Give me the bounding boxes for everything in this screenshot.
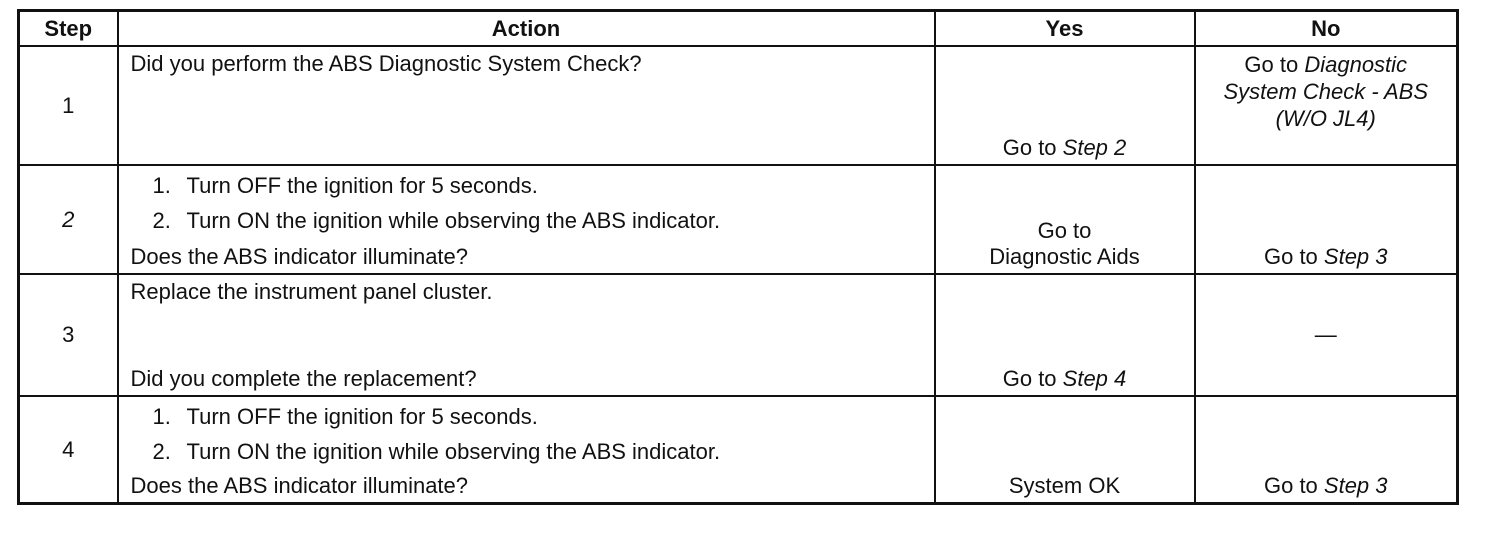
action-question: Does the ABS indicator illuminate?: [130, 473, 469, 498]
table-row: [19, 274, 1458, 396]
action-cell: [118, 396, 935, 504]
action-cell: [118, 274, 935, 396]
table-row: [19, 46, 1458, 165]
step-number: 4: [19, 396, 118, 504]
list-item: 1. Turn OFF the ignition for 5 seconds.: [152, 173, 538, 198]
no-result: —: [1314, 322, 1337, 347]
header-step: Step: [19, 11, 118, 47]
step-reference: Step 3: [1323, 473, 1388, 498]
step-number: 1: [19, 46, 118, 165]
step-reference: Step 3: [1323, 244, 1388, 269]
action-question: Does the ABS indicator illuminate?: [130, 244, 469, 269]
no-result: Go to Diagnostic System Check - ABS (W/O JL4): [1223, 52, 1429, 131]
no-cell: [1195, 274, 1458, 396]
yes-result: Go to Diagnostic Aids: [989, 218, 1140, 269]
no-cell: [1195, 396, 1458, 504]
procedure-reference: Diagnostic: [1304, 52, 1408, 77]
step-reference: Step 4: [1062, 366, 1127, 391]
action-steps-list: [131, 403, 928, 473]
table-row: [19, 165, 1458, 274]
table-row: [19, 396, 1458, 504]
yes-result: Go to Step 4: [1002, 366, 1127, 391]
action-cell: [118, 46, 935, 165]
yes-cell: [935, 274, 1195, 396]
list-item: 1. Turn OFF the ignition for 5 seconds.: [152, 404, 538, 429]
list-item: 2. Turn ON the ignition while observing the ABS indicator.: [152, 439, 721, 464]
header-yes: Yes: [935, 11, 1195, 47]
header-row: [19, 11, 1458, 47]
action-cell: [118, 165, 935, 274]
yes-cell: [935, 165, 1195, 274]
action-question: Did you perform the ABS Diagnostic System Check?: [130, 51, 642, 76]
header-action: Action: [118, 11, 935, 47]
header-no: No: [1195, 11, 1458, 47]
step-number: 2: [19, 165, 118, 274]
no-result: Go to Step 3: [1263, 244, 1388, 269]
yes-cell: [935, 396, 1195, 504]
no-cell: [1195, 165, 1458, 274]
action-instruction: Replace the instrument panel cluster.: [130, 279, 493, 304]
yes-cell: [935, 46, 1195, 165]
list-item: 2. Turn ON the ignition while observing the ABS indicator.: [152, 208, 721, 233]
no-cell: [1195, 46, 1458, 165]
yes-result: Go to Step 2: [1002, 135, 1127, 160]
action-question: Did you complete the replacement?: [130, 366, 477, 391]
no-result: Go to Step 3: [1263, 473, 1388, 498]
step-number: 3: [19, 274, 118, 396]
step-reference: Step 2: [1062, 135, 1127, 160]
action-steps-list: [131, 172, 928, 242]
yes-result: System OK: [1008, 473, 1121, 498]
diagnostic-table: [17, 9, 1459, 505]
